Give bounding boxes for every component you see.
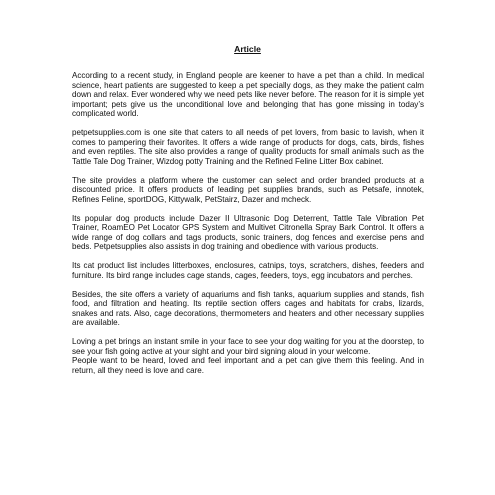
- paragraph-brands: The site provides a platform where the customer can select and order branded products at a discounted price. It offers products of leading pet supplies brands, such as Petsafe, innotek, Refines Feline, sportDOG, Kittywalk, PetStairz, Dazer and mcheck.: [72, 175, 424, 204]
- paragraph-cat-bird-products: Its cat product list includes litterboxes, enclosures, catnips, toys, scratchers, dishes, feeders and furniture. Its bird range includes cage stands, cages, feeders, toys, egg incubators and perches.: [72, 261, 424, 280]
- paragraph-site-overview: petpetsupplies.com is one site that caters to all needs of pet lovers, from basic to lavish, when it comes to pampering their favorites. It offers a wide range of products for dogs, cats, birds, fishes and even reptiles. The site also provides a range of quality products for small animals such as the Tattle Tale Dog Trainer, Wizdog potty Training and the Refined Feline Litter Box cabinet.: [72, 128, 424, 166]
- article-body: [72, 71, 424, 385]
- article-title: Article: [234, 44, 261, 54]
- paragraph-fish-reptile-products: Besides, the site offers a variety of aquariums and fish tanks, aquarium supplies and stands, fish food, and filtration and heating. Its reptile section offers cages and habitats for crabs, lizards, snakes and rats. Also, cage decorations, thermometers and heaters and other necessary supplies are available.: [72, 289, 424, 327]
- paragraph-dog-products: Its popular dog products include Dazer II Ultrasonic Dog Deterrent, Tattle Tale Vibration Pet Trainer, RoamEO Pet Locator GPS System and Multivet Citronella Spray Bark Control. It offers a wide range of dog collars and tags products, sonic trainers, dog fences and exercise pens and beds. Petpetsupplies also assists in dog training and obedience with various products.: [72, 213, 424, 251]
- paragraph-loving-pet: Loving a pet brings an instant smile in your face to see your dog waiting for you at the doorstep, to see your fish going active at your sight and your bird signing aloud in your welcome.: [72, 337, 424, 356]
- paragraph-intro: According to a recent study, in England people are keener to have a pet than a child. In medical science, heart patients are suggested to keep a pet specially dogs, as they make the patient calm down and relax. Ever wondered why we need pets like never before. The reason for it is simple yet important; pets give us the unconditional love and belonging that has gone missing in today’s complicated world.: [72, 71, 424, 118]
- paragraph-conclusion: People want to be heard, loved and feel important and a pet can give them this feeling. And in return, all they need is love and care.: [72, 356, 424, 375]
